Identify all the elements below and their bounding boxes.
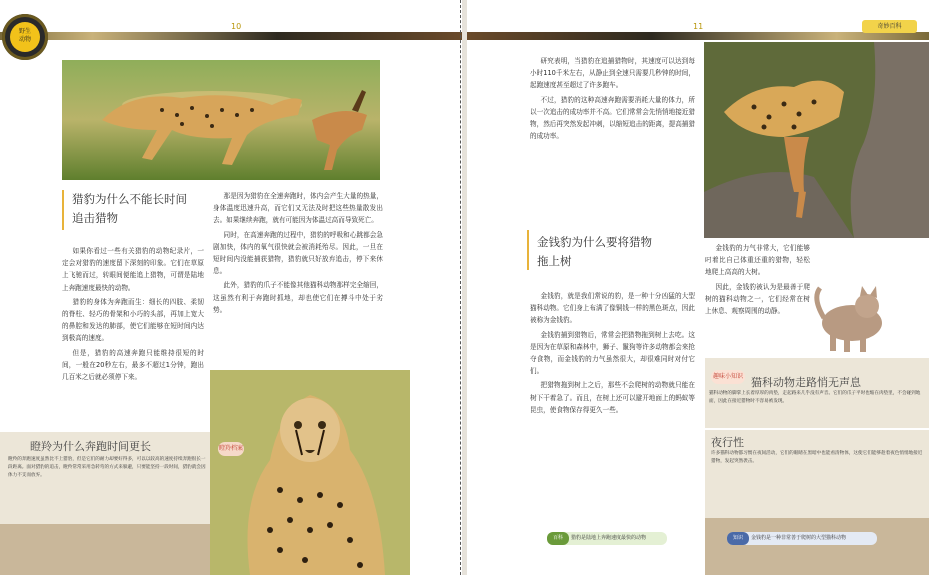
sidebar-text: 许多猫科动物都习惯在夜间活动，它们的眼睛在黑暗中也能看清物体，这使它们能够趁着夜色悄悄地接近猎物，发起突然袭击。 [711,451,923,464]
cheetah-chasing-gazelle-photo [62,60,380,180]
sidebar-tag: 瞪羚档案 [218,442,244,456]
top-band [0,32,462,40]
bottom-bar [0,524,210,575]
body-column-2: 金钱豹，就是我们常说的豹，是一种十分凶猛的大型猫科动物。它们身上布满了像铜钱一样的黑色斑点，因此被称为金钱豹。 金钱豹捕到猎物后，常常会把猎物拖到树上去吃。这是因为在草原和森林中，狮子、鬣狗等许多动物都会来抢夺食物，而金钱豹的力气虽然很大，却很难同时对付它们。 把猎物拖到树上之后，那些不会爬树的动物就只能在树下干着急了。而且，在树上还可以避开地面上的蚂蚁等昆虫，使食物保存得更久一些。 [530,292,695,414]
sidebar-tag: 趣味小知识 [711,370,745,384]
header-label: 奇妙百科 [862,20,917,33]
body-column-1: 研究表明，当猎豹在追捕猎物时，其速度可以达到每小时110千米左右，从静止到全速只需要几秒钟的时间，起跑速度甚至超过了许多跑车。 不过，猎豹的这种高速奔跑需要消耗大量的体力，所以一次追击的成功率并不高。它们常常会先悄悄地接近猎物，然后再突然发起冲刺，以缩短追击的距离，提高捕猎的成功率。 [530,57,695,141]
body-column-1: 如果你看过一些有关猎豹的动物纪录片，一定会对猎豹的速度留下深刻的印象。它们在草原上飞驰而过，转眼间便能追上猎物，可谓是陆地上奔跑速度最快的动物。 猎豹的身体为奔跑而生：细长的四肢、柔韧的脊柱、轻巧的骨架和小巧的头部，再加上宽大的鼻腔和发达的肺部，使它们能够在短时间内达到极高的速度。 但是，猎豹的高速奔跑只能维持很短的时间，一般在20秒左右，最多不超过1分钟，跑出几百米之后就必须停下来。 [62,247,204,382]
question-title: 金钱豹为什么要将猎物 拖上树 [537,235,652,268]
body-column-2: 那是因为猎豹在全速奔跑时，体内会产生大量的热量，身体温度迅速升高，而它们又无法及时把这些热量散发出去。如果继续奔跑，就有可能因为体温过高而导致死亡。 同时，在高速奔跑的过程中，猎豹的呼吸和心跳都会急剧加快，体内的氧气很快就会被消耗殆尽。因此，一旦在短时间内没能捕获猎物，猎豹就只好放弃追击，停下来休息。 此外，猎豹的爪子不能像其他猫科动物那样完全缩回，这虽然有利于奔跑时抓地，却也使它们在搏斗中处于劣势。 [213,192,383,314]
top-band [467,32,929,40]
page-number: 10 [231,22,242,31]
sidebar-title: 猫科动物走路悄无声息 [751,376,861,389]
bottom-bar [705,518,929,575]
page-number: 11 [693,22,704,31]
sidebar-text: 瞪羚的奔跑速度虽然比不上猎豹，但是它们的耐力却要好得多，可以以较高的速度持续奔跑很长一段距离。面对猎豹的追击，瞪羚常常采用急转弯的方式来躲避，只要能坚持一段时间，猎豹就会因体力不支而放弃。 [8,457,206,478]
sidebar-text: 猫科动物的脚掌上长着厚厚的肉垫，走起路来几乎没有声音。它们的爪子平时也缩在肉垫里，不会碰到地面，因此在接近猎物时不容易被发现。 [709,391,921,404]
series-badge: 野生 动物 [2,14,48,60]
sidebar-title: 瞪羚为什么奔跑时间更长 [30,440,151,453]
left-cut-line [460,0,461,575]
body-column-3: 金钱豹的力气非常大，它们能够叼着比自己体重还重的猎物，轻松地爬上高高的大树。 因此，金钱豹被认为是最善于爬树的猫科动物之一，它们经常在树上休息、观察周围的动静。 [705,244,810,316]
kitten-photo [812,268,892,356]
left-page [0,0,462,575]
question-title: 猎豹为什么不能长时间 追击猎物 [72,192,187,225]
sidebar-title: 夜行性 [711,436,744,449]
right-page: 11 奇妙百科 研究表明，当猎豹在追捕猎物时，其速度可以达到每小时110千米左右，从静止到全速只需要几秒钟的时间，起跑速度甚至超过了许多跑车。 不过，猎豹的这种高速奔跑需要消耗大量的体力，所以一次追击的成功率并不高。它们常常会先悄悄地接近猎物，然后再突然发起冲刺，以缩短追击的距离，提高捕猎的成功率。 金钱豹为什么要将猎物 拖上树 金钱豹，就是我们常说的豹，是一种十分凶猛的大型猫科动物。它们身上布满了像铜钱一样的黑色斑点，因此被称为金钱豹。 金钱豹捕到猎物后，常常会把猎物拖到树上去吃。这是因为在草原和森林中，狮子、鬣狗等许多动物都会来抢夺食物，而金钱豹的力气虽然很大，却很难同时对付它们。 把猎物拖到树上之后，那些不会爬树的动物就只能在树下干着急了。而且，在树上还可以避开地面上的蚂蚁等昆虫，使食物保存得更久一些。 金钱豹的力气非常大，它们能够叼着比自己体重还重的猎物，轻松地爬上高高的大树。 因此，金钱豹被认为是最善于爬树的猫科动物之一，它们经常在树上休息、观察周围的动静。 趣味小知识 猫科动物走路悄无声息 猫科动物的脚掌上长着厚厚的肉垫，走起路来几乎没有声音。它们的爪子平时也缩在肉垫里，不会碰到地面，因此在接近猎物时不容易被发现。 夜行性 许多猫科动物都习惯在夜间活动，它们的眼睛在黑暗中也能看清物体，这使它们能够趁着夜色悄悄地接近猎物，发起突然袭击。 猎豹是陆地上奔跑速度最快的动物 百科 金钱豹是一种非常善于爬树的大型猫科动物 知识 [467,0,929,575]
heading-bar [62,190,64,230]
leopard-with-prey-photo [704,42,929,238]
cheetah-portrait-photo [210,370,410,575]
heading-bar [527,230,529,270]
